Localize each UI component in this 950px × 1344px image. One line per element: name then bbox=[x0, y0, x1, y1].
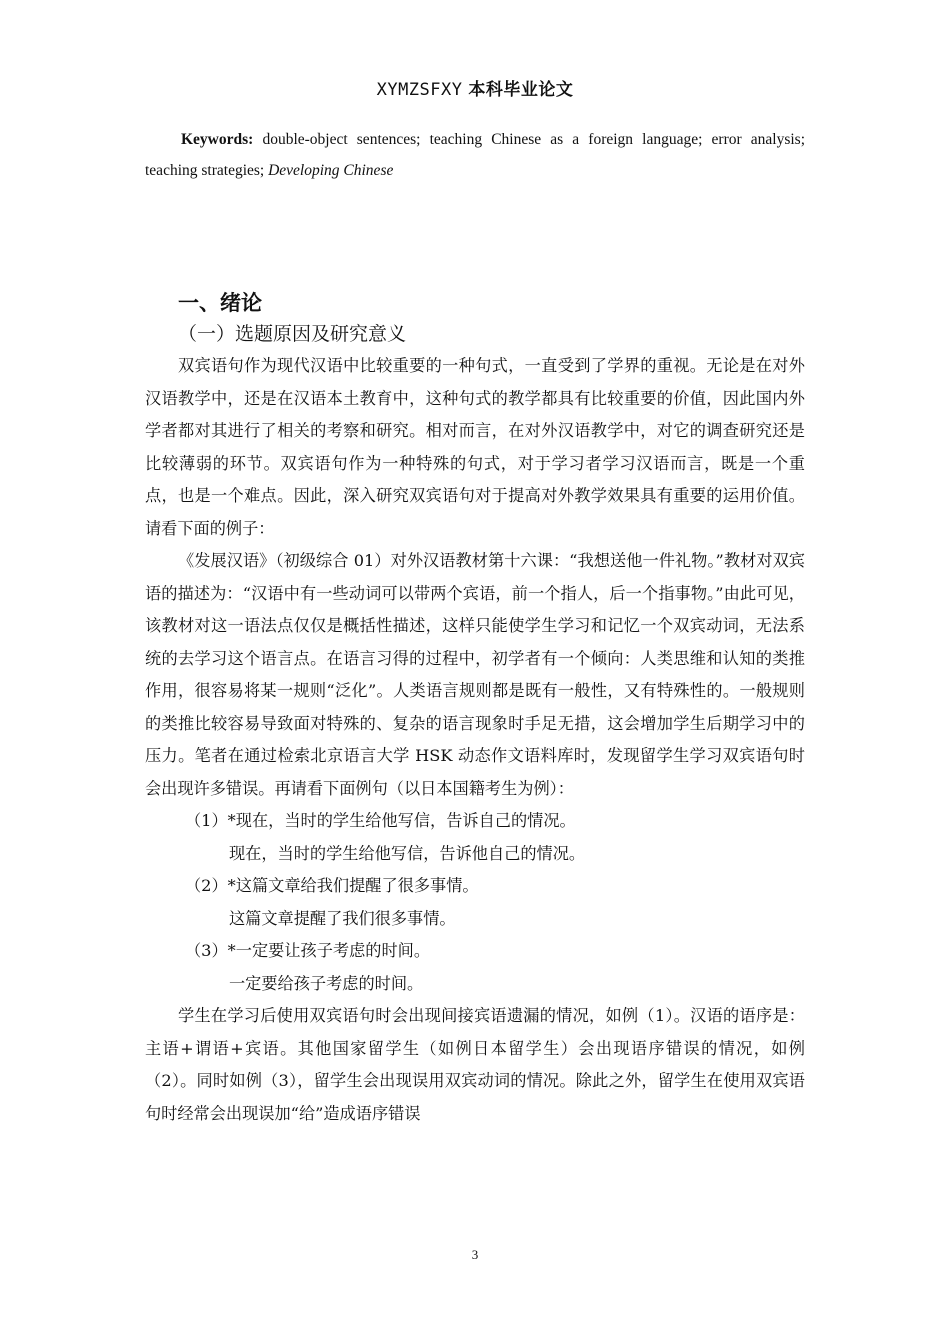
paragraph: 学生在学习后使用双宾语句时会出现间接宾语遗漏的情况，如例（1）。汉语的语序是：主语+谓语+宾语。其他国家留学生（如例日本留学生）会出现语序错误的情况，如例（2）。同时如例（3），留学生会出现误用双宾动词的情况。除此之外，留学生在使用双宾语句时经常会出现误加“给”造成语序错误 bbox=[145, 1006, 805, 1123]
keywords-italic: Developing Chinese bbox=[268, 162, 394, 179]
example-correct: 现在，当时的学生给他写信，告诉他自己的情况。 bbox=[229, 843, 586, 863]
paragraph: 《发展汉语》（初级综合 01）对外汉语教材第十六课：“我想送他一件礼物。”教材对双宾语的描述为：“汉语中有一些动词可以带两个宾语，前一个指人，后一个指事物。”由此可见，该教材对这一语法点仅仅是概括性描述，这样只能使学生学习和记忆一个双宾动词，无法系统的去学习这个语言点。在语言习得的过程中，初学者有一个倾向：人类思维和认知的类推作用，很容易将某一规则“泛化”。人类语言规则都是既有一般性，又有特殊性的。一般规则的类推比较容易导致面对特殊的、复杂的语言现象时手足无措，这会增加学生后期学习中的压力。笔者在通过检索北京语言大学 HSK 动态作文语料库时，发现留学生学习双宾语句时会出现许多错误。再请看下面例句（以日本国籍考生为例）： bbox=[145, 551, 805, 798]
header-title: 本科毕业论文 bbox=[468, 80, 574, 100]
page-number: 3 bbox=[471, 1247, 479, 1262]
example-wrong: （3）*一定要让孩子考虑的时间。 bbox=[185, 941, 431, 960]
example-wrong: （2）*这篇文章给我们提醒了很多事情。 bbox=[185, 876, 479, 895]
section-heading: 一、绪论 bbox=[178, 291, 262, 315]
page-header bbox=[0, 75, 950, 100]
example-correct: 一定要给孩子考虑的时间。 bbox=[229, 973, 424, 993]
header-code: XYMZSFXY bbox=[376, 80, 463, 100]
body-text bbox=[145, 350, 805, 1130]
example-wrong: （1）*现在，当时的学生给他写信，告诉自己的情况。 bbox=[185, 811, 576, 830]
section-subheading: （一）选题原因及研究意义 bbox=[178, 323, 407, 345]
keywords-label: Keywords: bbox=[181, 131, 254, 148]
paragraph: 双宾语句作为现代汉语中比较重要的一种句式，一直受到了学界的重视。无论是在对外汉语教学中，还是在汉语本土教育中，这种句式的教学都具有比较重要的价值，因此国内外学者都对其进行了相关的考察和研究。相对而言，在对外汉语教学中，对它的调查研究还是比较薄弱的环节。双宾语句作为一种特殊的句式，对于学习者学习汉语而言，既是一个重点，也是一个难点。因此，深入研究双宾语句对于提高对外教学效果具有重要的运用价值。请看下面的例子： bbox=[145, 356, 805, 538]
keywords-paragraph bbox=[145, 124, 805, 186]
example-correct: 这篇文章提醒了我们很多事情。 bbox=[229, 908, 456, 928]
keywords-text: double-object sentences; teaching Chinese as a foreign language; error analysis; teaching strategies; bbox=[145, 131, 805, 179]
